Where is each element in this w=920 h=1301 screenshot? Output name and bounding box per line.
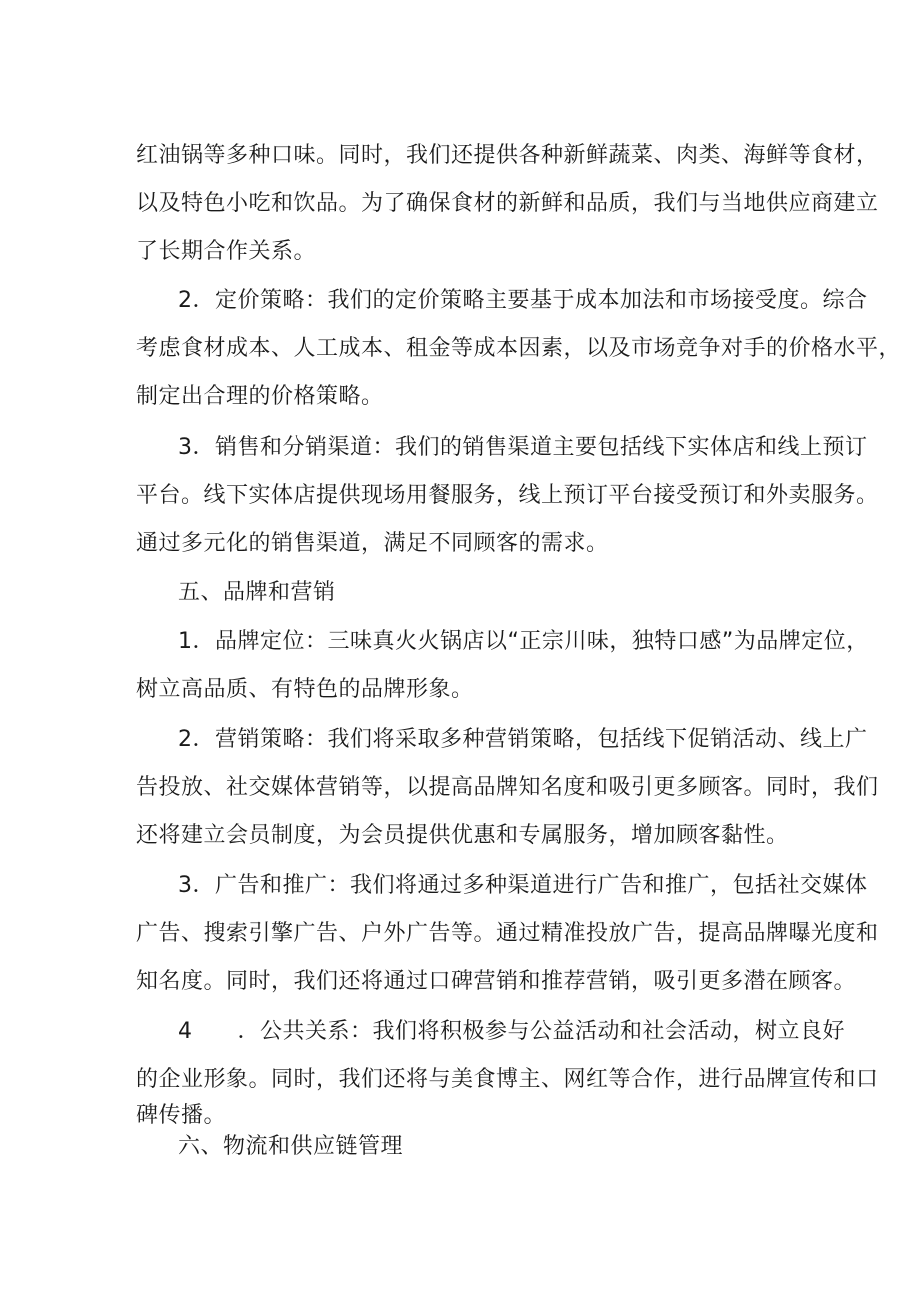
paragraph-line: 制定出合理的价格策略。 [136,384,384,409]
list-item-line: 2．定价策略：我们的定价策略主要基于成本加法和市场接受度。综合 [178,288,868,313]
paragraph-line: 碑传播。 [136,1103,227,1128]
paragraph-line: 的企业形象。同时，我们还将与美食博主、网红等合作，进行品牌宣传和口 [136,1067,879,1092]
section-heading: 六、物流和供应链管理 [178,1134,404,1159]
paragraph-line: 知名度。同时，我们还将通过口碑营销和推荐营销，吸引更多潜在顾客。 [136,969,857,994]
list-item-line: 3．广告和推广：我们将通过多种渠道进行广告和推广，包括社交媒体 [178,873,868,898]
paragraph-line: 通过多元化的销售渠道，满足不同顾客的需求。 [136,531,609,556]
list-item-line: 3．销售和分销渠道：我们的销售渠道主要包括线下实体店和线上预订 [178,435,868,460]
section-heading: 五、品牌和营销 [178,580,336,605]
paragraph-line: 树立高品质、有特色的品牌形象。 [136,677,474,702]
list-item-line: 2．营销策略：我们将采取多种营销策略，包括线下促销活动、线上广 [178,727,868,752]
paragraph-line: 以及特色小吃和饮品。为了确保食材的新鲜和品质，我们与当地供应商建立 [136,191,879,216]
paragraph-line: 红油锅等多种口味。同时，我们还提供各种新鲜蔬菜、肉类、海鲜等食材， [136,143,879,168]
paragraph-line: 考虑食材成本、人工成本、租金等成本因素，以及市场竞争对手的价格水平， [136,336,902,361]
paragraph-line: 还将建立会员制度，为会员提供优惠和专属服务，增加顾客黏性。 [136,823,789,848]
paragraph-line: 了长期合作关系。 [136,239,317,264]
paragraph-line: 平台。线下实体店提供现场用餐服务，线上预订平台接受预订和外卖服务。 [136,483,879,508]
list-item-line: 1．品牌定位：三味真火火锅店以“正宗川味，独特口感”为品牌定位， [178,629,869,654]
paragraph-line: 广告、搜索引擎广告、户外广告等。通过精准投放广告，提高品牌曝光度和 [136,921,879,946]
list-item-line: 4 ．公共关系：我们将积极参与公益活动和社会活动，树立良好 [178,1019,845,1044]
paragraph-line: 告投放、社交媒体营销等，以提高品牌知名度和吸引更多顾客。同时，我们 [136,775,879,800]
